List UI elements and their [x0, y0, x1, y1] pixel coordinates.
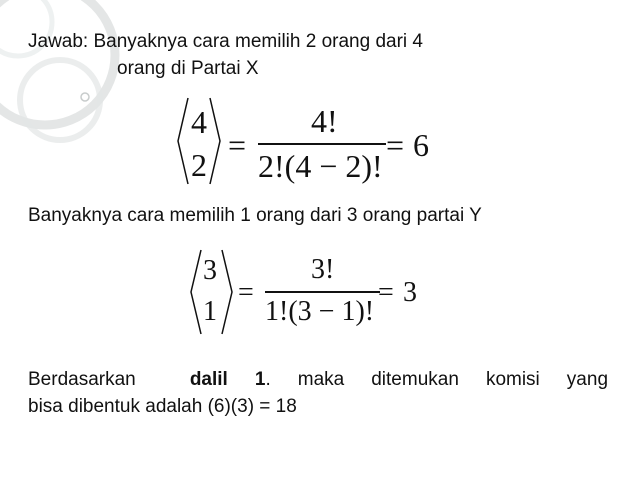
decorative-circles [0, 0, 160, 200]
equals-sign-2: = [386, 127, 405, 163]
conclusion-line-1 [28, 369, 608, 391]
numerator: 3! [311, 254, 335, 285]
conclusion-line-2: bisa dibentuk adalah (6)(3) = 18 [28, 396, 297, 417]
left-angle-bracket [176, 96, 190, 186]
equals-sign: = [228, 127, 247, 163]
result: 6 [413, 127, 429, 163]
numerator: 4! [311, 103, 338, 139]
answer-line-3: Banyaknya cara memilih 1 orang dari 3 orang partai Y [28, 205, 482, 226]
right-angle-bracket [220, 248, 234, 336]
equals-sign-2: = [378, 277, 394, 308]
equals-sign: = [238, 277, 254, 308]
denominator: 1!(3 − 1)! [265, 296, 375, 327]
answer-line-1: Jawab: Banyaknya cara memilih 2 orang dari 4 [28, 31, 423, 52]
result: 3 [403, 277, 417, 308]
fraction-bar [265, 291, 380, 293]
conclusion-rest: . maka ditemukan komisi yang [265, 369, 609, 390]
binom-top: 4 [191, 104, 207, 140]
conclusion-prefix: Berdasarkan [28, 369, 136, 390]
left-angle-bracket [189, 248, 203, 336]
right-angle-bracket [208, 96, 222, 186]
denominator: 2!(4 − 2)! [258, 148, 383, 184]
binom-bottom: 2 [191, 147, 207, 183]
binom-top: 3 [203, 255, 217, 286]
conclusion-bold: dalil 1 [189, 369, 266, 390]
answer-line-2: orang di Partai X [117, 58, 259, 79]
fraction-bar [258, 143, 386, 145]
binom-bottom: 1 [203, 296, 217, 327]
